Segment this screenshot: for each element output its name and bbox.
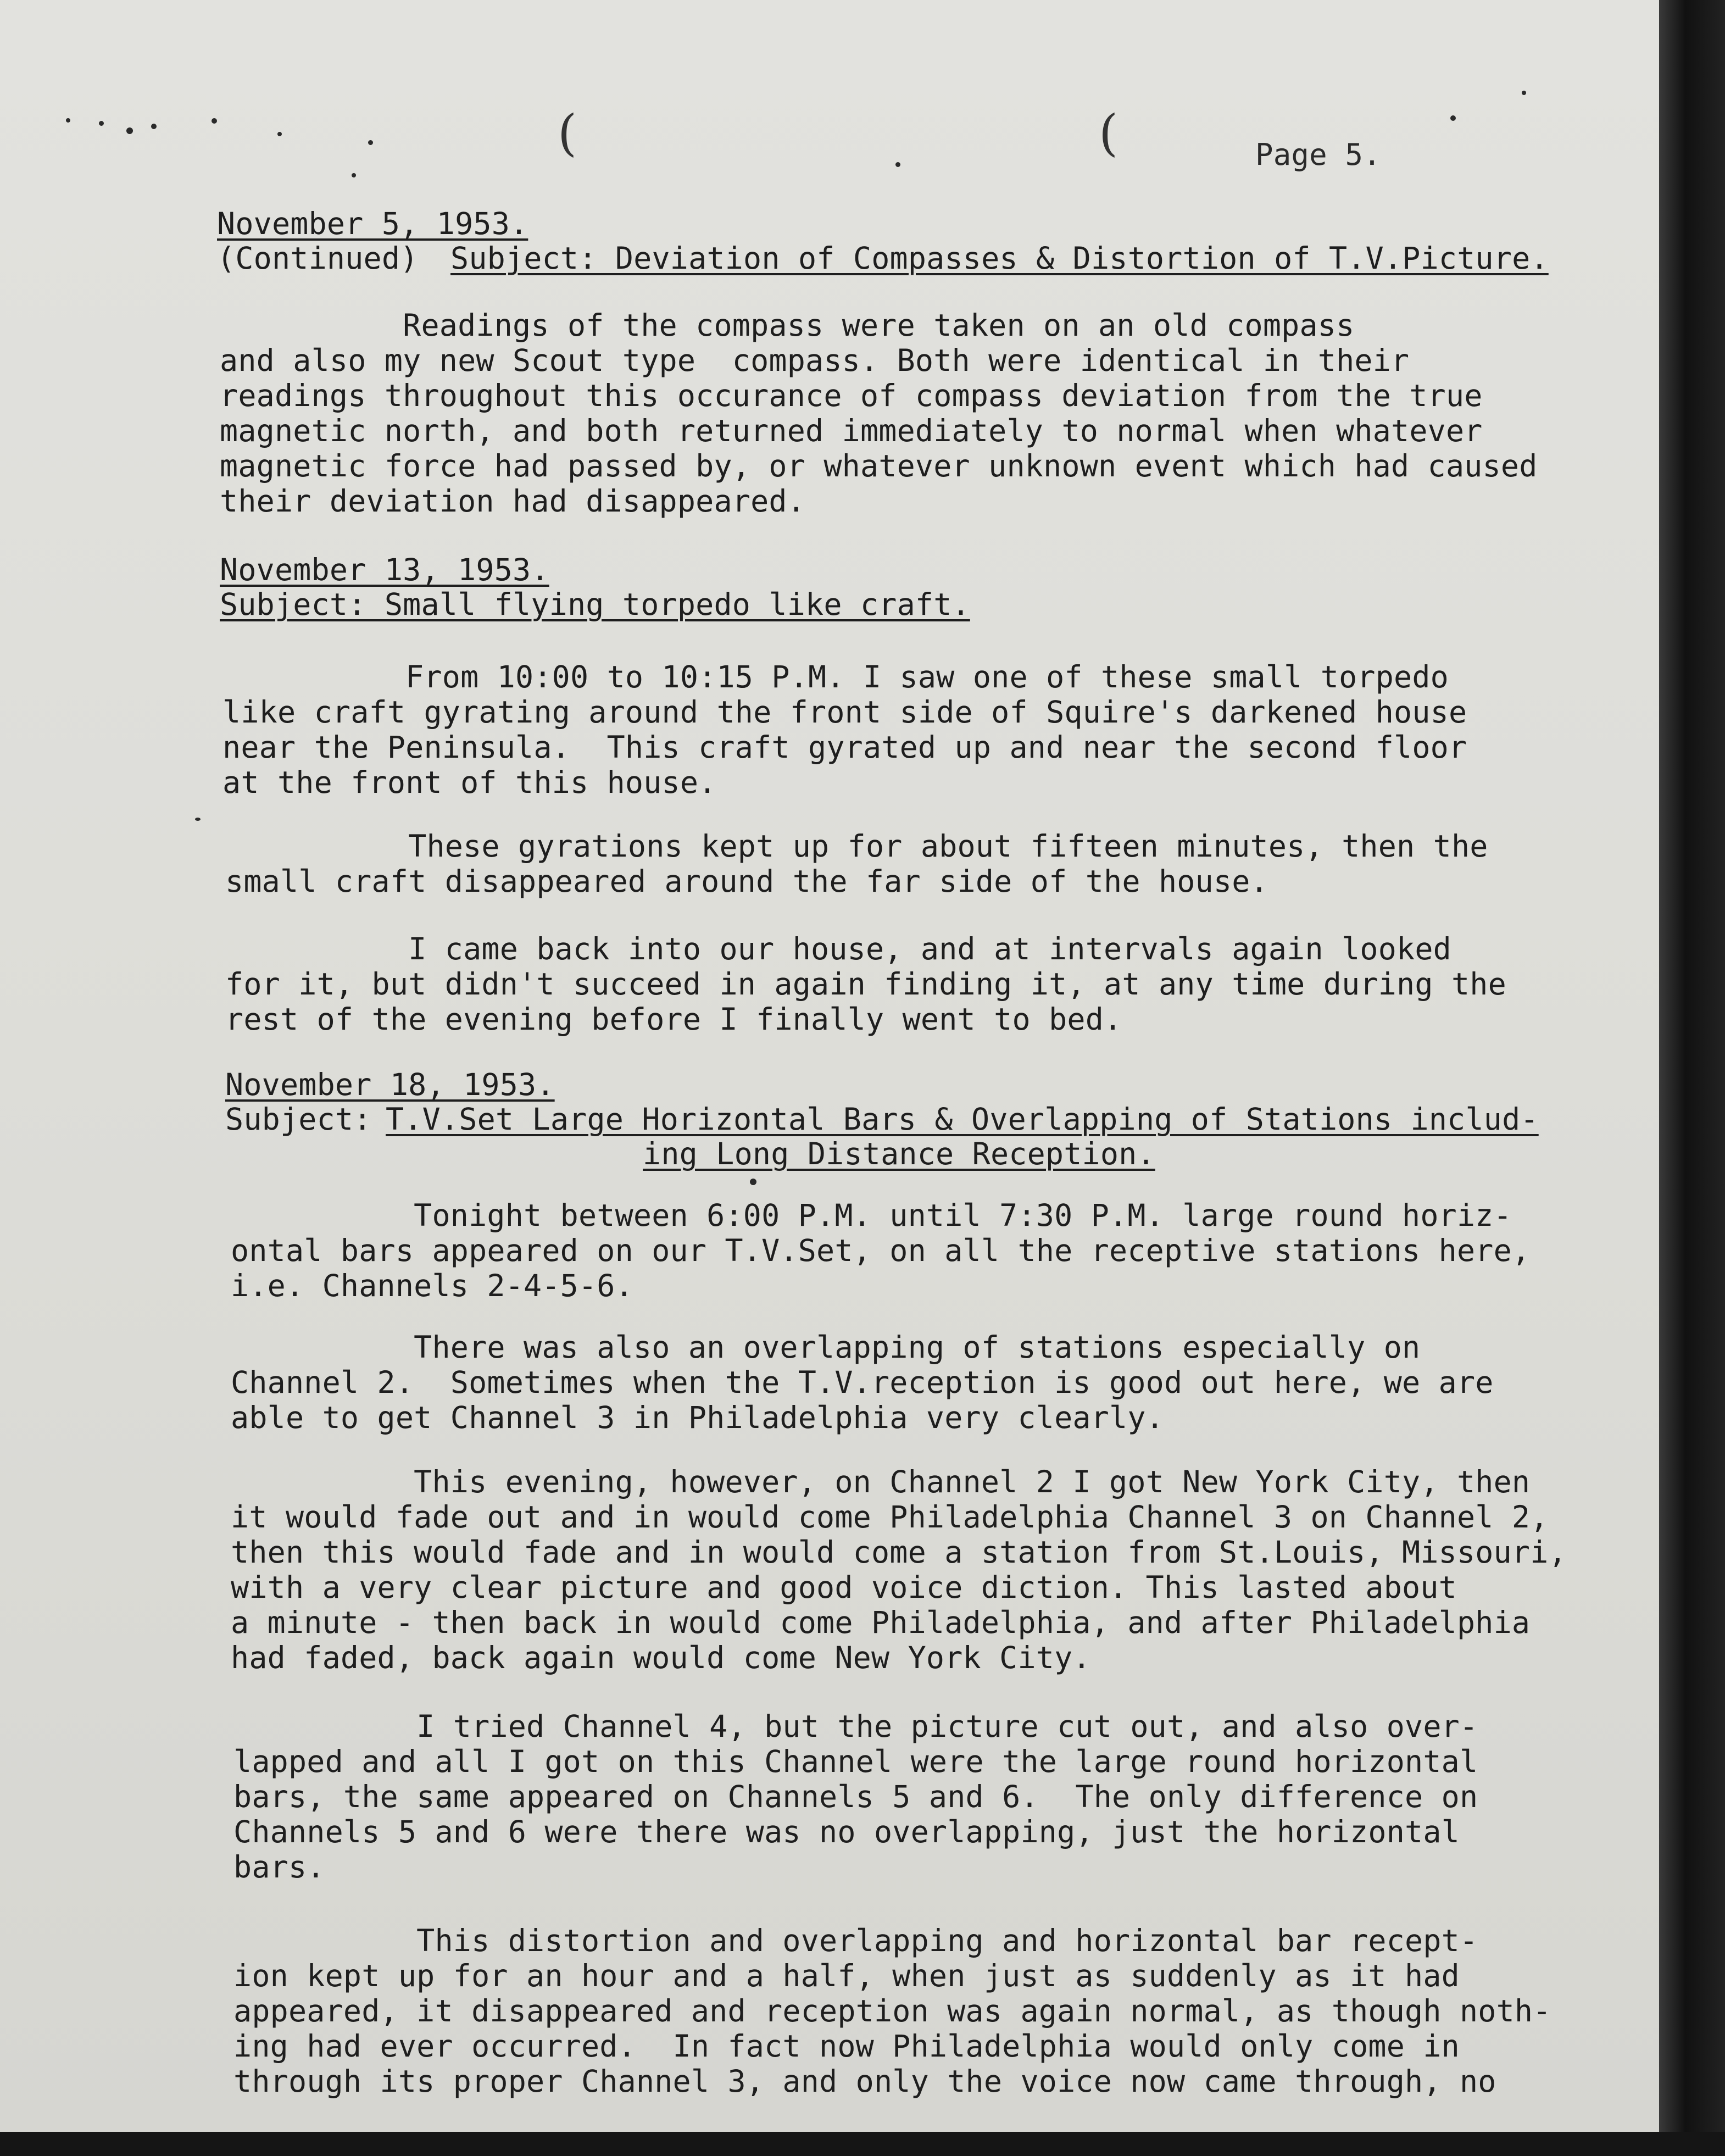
text-line: bars, the same appeared on Channels 5 and 6. The only difference on — [233, 1779, 1478, 1814]
entry-subject: T.V.Set Large Horizontal Bars & Overlapping of Stations includ- — [386, 1102, 1539, 1137]
text-line: then this would fade and in would come a station from St.Louis, Missouri, — [231, 1535, 1567, 1570]
paragraph — [222, 659, 1467, 800]
entry-date: November 13, 1953. — [220, 552, 549, 587]
scan-speck — [368, 140, 373, 145]
text-line: magnetic force had passed by, or whatever unknown event which had caused — [220, 448, 1538, 484]
scan-speck — [1450, 115, 1456, 121]
text-line: like craft gyrating around the front side of Squire's darkened house — [222, 694, 1467, 730]
text-line: small craft disappeared around the far side of the house. — [225, 864, 1268, 899]
scan-speck — [352, 173, 356, 177]
text-line: at the front of this house. — [222, 765, 717, 800]
text-line: bars. — [233, 1849, 325, 1885]
text-line: I came back into our house, and at intervals again looked — [225, 931, 1451, 966]
text-line: I tried Channel 4, but the picture cut out, and also over- — [233, 1709, 1478, 1744]
text-line: This evening, however, on Channel 2 I got New York City, then — [231, 1464, 1531, 1499]
scan-speck — [99, 121, 104, 126]
paragraph — [220, 308, 1538, 519]
text-line: rest of the evening before I finally went to bed. — [225, 1002, 1122, 1037]
text-line: had faded, back again would come New York City. — [231, 1640, 1091, 1675]
scan-speck — [1522, 91, 1526, 95]
paragraph — [231, 1330, 1494, 1435]
text-line: There was also an overlapping of stations especially on — [231, 1330, 1421, 1365]
text-line: ontal bars appeared on our T.V.Set, on all the receptive stations here, — [231, 1233, 1531, 1268]
text-line: From 10:00 to 10:15 P.M. I saw one of these small torpedo — [222, 659, 1449, 694]
text-line: Channel 2. Sometimes when the T.V.reception is good out here, we are — [231, 1365, 1494, 1400]
paragraph — [233, 1709, 1478, 1885]
text-line: with a very clear picture and good voice diction. This lasted about — [231, 1570, 1457, 1605]
text-line: ion kept up for an hour and a half, when just as suddenly as it had — [233, 1958, 1460, 1993]
text-line: readings throughout this occurance of compass deviation from the true — [220, 378, 1483, 413]
paragraph — [231, 1198, 1530, 1303]
scan-speck — [895, 162, 900, 167]
entry-date: November 5, 1953. — [217, 206, 528, 241]
text-line: i.e. Channels 2-4-5-6. — [231, 1268, 633, 1303]
entry-date: November 18, 1953. — [225, 1067, 555, 1102]
scan-border-bottom — [0, 2132, 1725, 2156]
entry-subject: Subject: Small flying torpedo like craft. — [220, 587, 970, 622]
paragraph — [231, 1464, 1567, 1675]
text-line: through its proper Channel 3, and only the voice now came through, no — [233, 2064, 1496, 2099]
scan-speck — [66, 118, 70, 123]
text-line: and also my new Scout type compass. Both were identical in their — [220, 343, 1410, 378]
text-line: a minute - then back in would come Philadelphia, and after Philadelphia — [231, 1605, 1531, 1640]
paragraph — [233, 1923, 1551, 2099]
scan-speck — [151, 124, 157, 129]
text-line: ing had ever occurred. In fact now Philadelphia would only come in — [233, 2029, 1460, 2064]
text-line: near the Peninsula. This craft gyrated up and near the second floor — [222, 730, 1467, 765]
text-line: for it, but didn't succeed in again finding it, at any time during the — [225, 966, 1506, 1002]
text-line: magnetic north, and both returned immediately to normal when whatever — [220, 413, 1483, 448]
text-line: their deviation had disappeared. — [220, 484, 806, 519]
entry-subject: Subject: Deviation of Compasses & Distortion of T.V.Picture. — [450, 241, 1549, 276]
text-line: Tonight between 6:00 P.M. until 7:30 P.M. large round horiz- — [231, 1198, 1512, 1233]
scan-speck — [195, 818, 201, 821]
text-line: appeared, it disappeared and reception was again normal, as though noth- — [233, 1993, 1551, 2029]
text-line: These gyrations kept up for about fifteen minutes, then the — [225, 829, 1488, 864]
text-line: lapped and all I got on this Channel were the large round horizontal — [233, 1744, 1478, 1779]
paragraph — [225, 931, 1506, 1037]
text-line: Channels 5 and 6 were there was no overlapping, just the horizontal — [233, 1814, 1460, 1849]
text-line: This distortion and overlapping and horizontal bar recept- — [233, 1923, 1478, 1958]
scan-border-right — [1659, 0, 1725, 2156]
text-line: able to get Channel 3 in Philadelphia very clearly. — [231, 1400, 1164, 1435]
margin-mark: ( — [1099, 104, 1119, 162]
text-line: it would fade out and in would come Philadelphia Channel 3 on Channel 2, — [231, 1499, 1549, 1535]
scan-speck — [212, 118, 217, 124]
scan-speck — [126, 127, 133, 134]
page-number: Page 5. — [1255, 137, 1381, 172]
subject-prefix: Subject: — [225, 1102, 372, 1137]
scan-speck — [277, 132, 282, 136]
paragraph — [225, 829, 1488, 899]
margin-mark: ( — [558, 104, 577, 162]
entry-subject-continued: ing Long Distance Reception. — [643, 1136, 1155, 1171]
scan-speck — [750, 1179, 756, 1185]
continued-label: (Continued) — [217, 241, 419, 276]
text-line: Readings of the compass were taken on an old compass — [220, 308, 1355, 343]
